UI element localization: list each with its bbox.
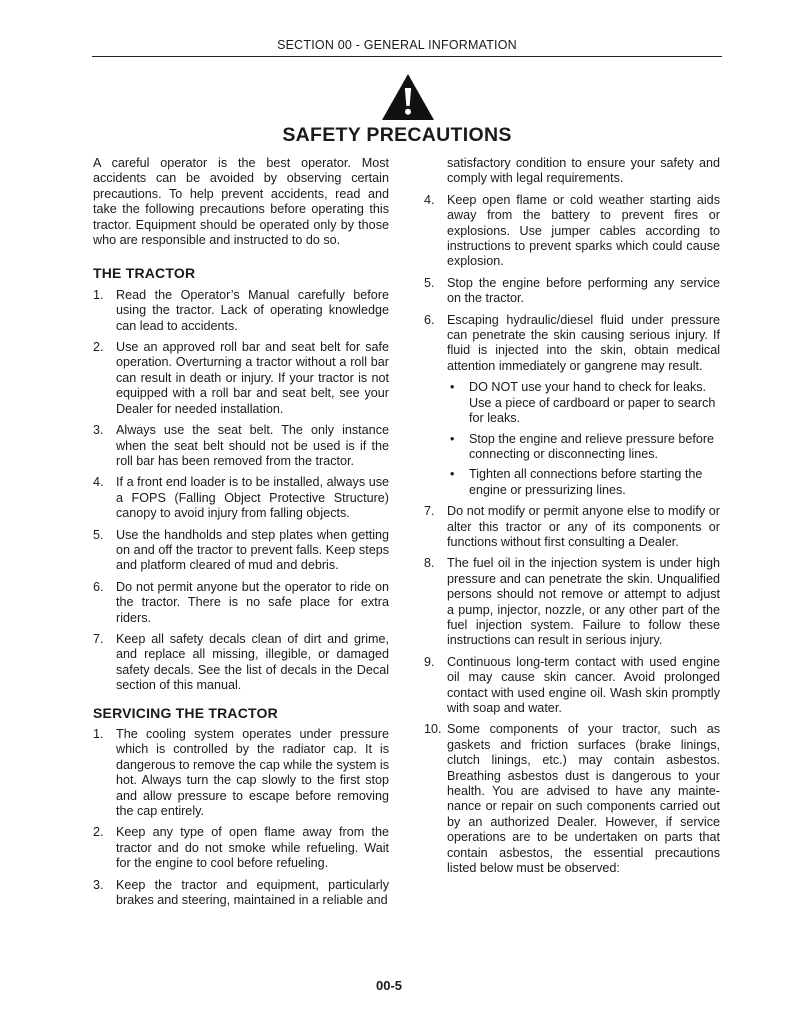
item-number: 7. [424,504,435,519]
item-number: 4. [424,192,435,207]
item-number: 5. [93,527,104,542]
item-number: 6. [424,312,435,327]
item-number: 1. [93,727,104,741]
item-text: Escaping hydraulic/diesel fluid under pressure can penetrate the skin causing serious injury. If fluid is injected into the skin, obtain medical attention immediately or gangrene may result. [447,312,720,373]
list-item [93,825,389,871]
list-item [93,727,389,819]
page-header: SECTION 00 - GENERAL INFORMATION [277,38,517,52]
list-item [93,878,389,909]
item-number: 8. [424,556,435,571]
list-item [93,528,389,574]
list-item [424,276,720,307]
bullet-list [447,380,720,498]
item-text: Stop the engine before performing any service on the tractor. [447,275,720,306]
item-number: 2. [93,340,104,355]
list-item [424,504,720,550]
item-text: The fuel oil in the injection system is under high pressure and can penetrate the skin. Unqualified persons should not remove or attempt to adjust a pump, injector, nozzle, or any other part of the fuel injection system. Failure to follow these instructions can result in serious injury. [447,556,720,648]
item-number: 3. [93,877,104,892]
bullet-text: DO NOT use your hand to check for leaks. Use a piece of cardboard or paper to search for leaks. [469,380,716,426]
item-number: 9. [424,654,435,669]
list-item [424,193,720,270]
item-text: Some components of your tractor, such as gaskets and friction surfaces (brake linings, clutch linings, etc.) may contain asbestos. Breathing asbestos dust is dangerous to your health. You are advised to have any mainte-nance or repair on such components carried out by an authorized Dealer. However, if service operations are to be undertaken on parts that contain asbestos, the essential precautions listed below must be observed: [447,722,720,876]
list-item [93,340,389,417]
page-title: SAFETY PRECAUTIONS [282,124,512,146]
page-number: 00-5 [376,978,403,993]
servicing-list-continued [424,193,720,877]
list-item [93,423,389,469]
bullet-item [447,432,720,463]
bullet-dot: • [450,380,455,395]
item-text: Do not permit anyone but the operator to ride on the tractor. There is no safe place for extra riders. [116,579,389,625]
list-item [424,313,720,498]
bullet-text: Stop the engine and relieve pressure before connecting or disconnecting lines. [469,431,715,461]
item-text: Keep open flame or cold weather starting aids away from the battery to prevent fires or explosions. Use jumper cables according to instructions to prevent sparks which could cause explosion. [447,192,720,269]
tractor-list [93,288,389,694]
list-item [424,722,720,876]
list-item [424,556,720,648]
item-number: 2. [93,825,104,840]
tractor-heading: THE TRACTOR [93,265,196,282]
item-text: Always use the seat belt. The only instance when the seat belt should not be used is if the roll bar has been removed from the tractor. [116,423,389,468]
intro-paragraph: A careful operator is the best operator. Most accidents can be avoided by observing certain precautions. To help prevent accidents, read and take the following precautions before operating this tractor. Equipment should be operated only by those who are responsible and instructed to do so. [93,156,389,248]
list-item [93,632,389,694]
bullet-text: Tighten all connections before starting the engine or pressurizing lines. [469,467,703,497]
item-number: 10. [424,722,442,737]
item-number: 1. [93,287,104,302]
list-item [93,288,389,334]
bullet-dot: • [450,467,455,482]
servicing-heading: SERVICING THE TRACTOR [93,704,278,721]
item-text: Keep any type of open flame away from the tractor and do not smoke while refueling. Wait for the engine to cool before refueling. [116,825,389,871]
bullet-item [447,380,720,426]
item-text: Keep the tractor and equipment, particularly brakes and steering, maintained in a reliable and [116,877,389,908]
bullet-dot: • [450,431,455,446]
item-continuation: satisfactory condition to ensure your safety and comply with legal requirements. [447,156,720,186]
item-number: 5. [424,275,435,290]
item-text: Read the Operator’s Manual carefully before using the tractor. Lack of operating knowledge can lead to accidents. [116,287,389,333]
item-number: 4. [93,475,104,490]
list-item [93,475,389,521]
item-text: Keep all safety decals clean of dirt and grime, and replace all missing, illegible, or damaged safety decals. See the list of decals in the Decal section of this manual. [116,631,389,693]
item-text: Use the handholds and step plates when getting on and off the tractor to prevent falls. Keep steps and platform cleared of mud and debris. [116,527,389,573]
right-column [424,156,720,882]
bullet-item [447,467,720,498]
item-text: Use an approved roll bar and seat belt for safe operation. Overturning a tractor without a roll bar can result in death or injury. If your tractor is not equipped with a roll bar and seat belt, see your Dealer for needed installation. [116,340,389,416]
item-text: If a front end loader is to be installed, always use a FOPS (Falling Object Protective Structure) canopy to avoid injury from falling objects. [116,475,389,521]
item-text: Do not modify or permit anyone else to modify or alter this tractor or any of its components or functions without first consulting a Dealer. [447,504,720,549]
left-column [93,156,389,914]
list-item [424,655,720,717]
header-rule [92,56,722,57]
item-number: 6. [93,579,104,594]
list-item [93,580,389,626]
item-text: The cooling system operates under pressure which is controlled by the radiator cap. It is dangerous to remove the cap while the system is hot. Always turn the cap slowly to the first stop and allow pressure to escape before removing the cap entirely. [116,727,390,819]
servicing-list [93,727,389,908]
item-number: 3. [93,423,104,438]
item-number: 7. [93,631,104,646]
warning-triangle-icon [380,72,436,122]
item-text: Continuous long-term contact with used engine oil may cause skin cancer. Avoid prolonged contact with used engine oil. Wash skin promptly with soap and water. [447,654,720,715]
